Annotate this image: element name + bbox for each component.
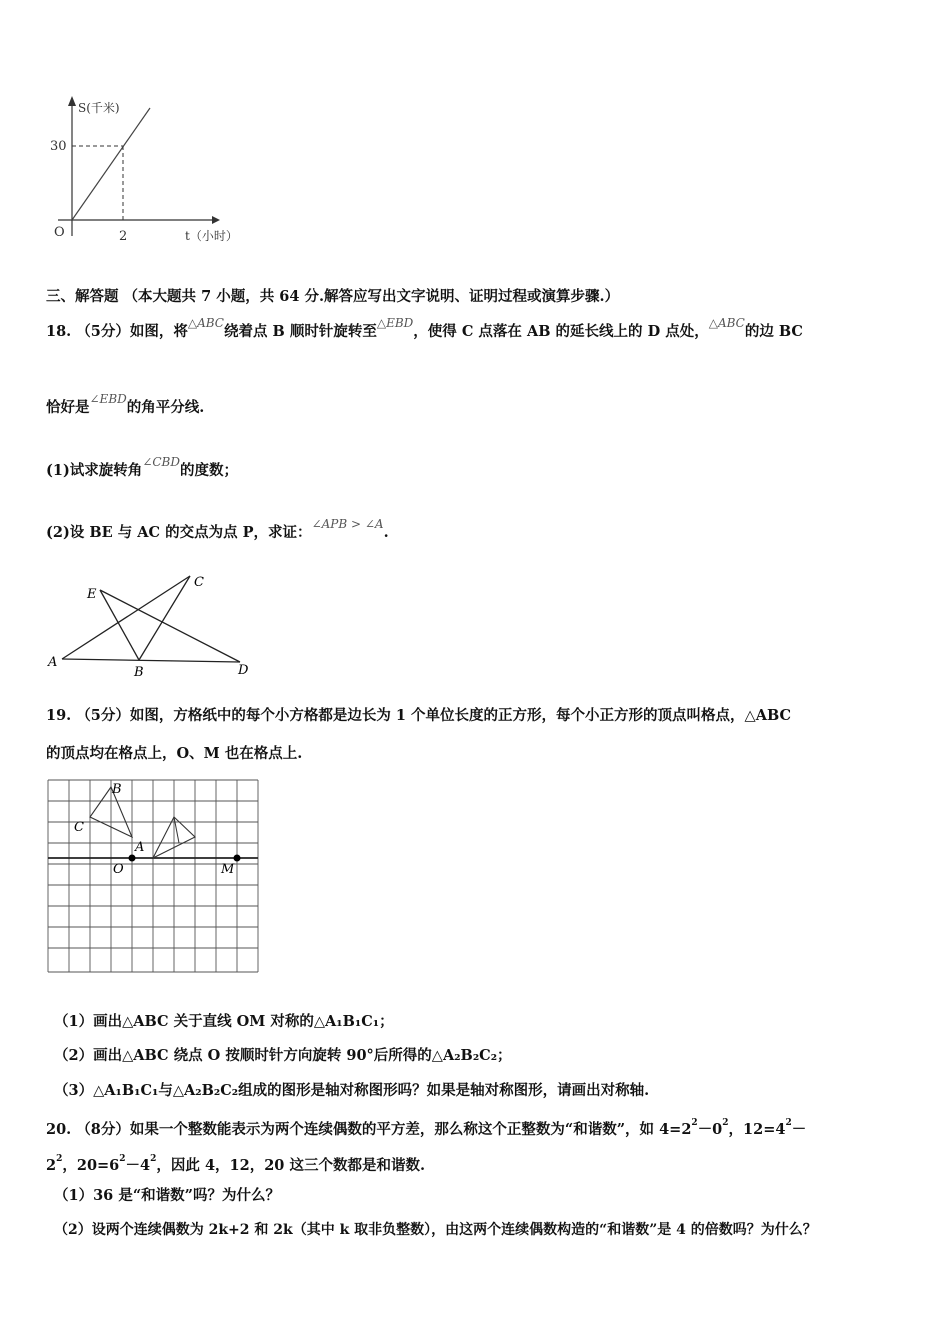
segment-bc bbox=[139, 576, 190, 660]
q20-text: ，12=4 bbox=[728, 1120, 786, 1138]
q18-text: 的角平分线. bbox=[126, 399, 205, 416]
q18-text: ，使得 C 点落在 AB 的延长线上的 D 点处， bbox=[413, 323, 709, 340]
q20-line1 bbox=[46, 1116, 806, 1140]
grid-label-o: O bbox=[113, 862, 124, 877]
grid-label-m: M bbox=[221, 862, 235, 877]
q18-text: 绕着点 B 顺时针旋转至 bbox=[224, 323, 377, 340]
y-tick-label: 30 bbox=[50, 139, 67, 154]
q20-line2 bbox=[46, 1152, 425, 1176]
exponent: 2 bbox=[119, 1154, 126, 1164]
exponent: 2 bbox=[691, 1118, 698, 1128]
point-o bbox=[129, 855, 136, 862]
label-e: E bbox=[87, 587, 97, 602]
segment-ad bbox=[62, 659, 240, 662]
q20-text: － bbox=[791, 1120, 807, 1138]
x-axis-arrow bbox=[212, 216, 220, 224]
segment-ac bbox=[62, 576, 190, 659]
q18-line1 bbox=[46, 316, 803, 342]
q18-text: . bbox=[383, 524, 389, 541]
q20-text: －0 bbox=[697, 1120, 723, 1138]
distance-time-graph bbox=[40, 90, 270, 260]
q18-text: (2)设 BE 与 AC 的交点为点 P，求证： bbox=[46, 524, 312, 541]
q18-geometry-figure bbox=[40, 568, 260, 678]
q18-text: 恰好是 bbox=[46, 399, 90, 416]
q18-text: 的边 BC bbox=[744, 323, 803, 340]
q19-part1: （1）画出△ABC 关于直线 OM 对称的△A₁B₁C₁； bbox=[54, 1013, 394, 1030]
y-axis-label: S(千米) bbox=[78, 101, 120, 115]
point-m bbox=[234, 855, 241, 862]
label-d: D bbox=[238, 663, 249, 678]
q20-text: －4 bbox=[125, 1156, 151, 1174]
q18-part2 bbox=[46, 517, 389, 543]
x-axis-label: t（小时） bbox=[185, 229, 238, 243]
q20-text: ，20=6 bbox=[62, 1156, 120, 1174]
q18-text: (1)试求旋转角 bbox=[46, 462, 143, 479]
exponent: 2 bbox=[722, 1118, 729, 1128]
grid-label-a: A bbox=[135, 840, 145, 855]
grid-label-c: C bbox=[74, 820, 84, 835]
q20-text: 2 bbox=[46, 1156, 57, 1174]
section-heading: 三、解答题 （本大题共 7 小题，共 64 分.解答应写出文字说明、证明过程或演算步骤.） bbox=[46, 288, 620, 305]
q19-part3: （3）△A₁B₁C₁与△A₂B₂C₂组成的图形是轴对称图形吗？如果是轴对称图形，请画出对称轴. bbox=[54, 1082, 650, 1099]
q18-line2 bbox=[46, 392, 205, 418]
label-b: B bbox=[134, 665, 144, 678]
q19-line1: 19. （5分）如图，方格纸中的每个小方格都是边长为 1 个单位长度的正方形，每个小正方形的顶点叫格点，△ABC bbox=[46, 707, 792, 724]
exponent: 2 bbox=[150, 1154, 157, 1164]
label-c: C bbox=[194, 575, 204, 590]
q20-text: 20. （8分）如果一个整数能表示为两个连续偶数的平方差，那么称这个正整数为“和谐数”，如 4=2 bbox=[46, 1120, 692, 1138]
q18-text: 的度数； bbox=[180, 462, 238, 479]
math-inequality: ∠APB > ∠A bbox=[311, 517, 384, 531]
math-triangle-ebd: △EBD bbox=[376, 316, 414, 330]
x-tick-label: 2 bbox=[119, 229, 128, 244]
grid-label-b: B bbox=[112, 782, 122, 797]
q20-part2: （2）设两个连续偶数为 2k+2 和 2k（其中 k 取非负整数），由这两个连续偶数构造的“和谐数”是 4 的倍数吗？为什么？ bbox=[54, 1222, 817, 1238]
q18-part1 bbox=[46, 455, 238, 481]
q20-part1: （1）36 是“和谐数”吗？为什么？ bbox=[54, 1187, 280, 1204]
q20-text: ，因此 4，12，20 这三个数都是和谐数. bbox=[156, 1156, 425, 1174]
segment-ed bbox=[100, 590, 240, 662]
q19-line2: 的顶点均在格点上，O、M 也在格点上. bbox=[46, 745, 303, 762]
math-angle-ebd: ∠EBD bbox=[89, 392, 127, 406]
origin-label: O bbox=[54, 225, 65, 240]
exponent: 2 bbox=[785, 1118, 792, 1128]
label-a: A bbox=[48, 655, 58, 670]
math-triangle-abc: △ABC bbox=[708, 316, 745, 330]
q19-grid-figure bbox=[45, 777, 263, 977]
distance-line bbox=[72, 108, 150, 220]
y-axis-arrow bbox=[68, 96, 76, 106]
q18-text: 18. （5分）如图，将 bbox=[46, 323, 188, 340]
math-triangle-abc: △ABC bbox=[187, 316, 224, 330]
math-angle-cbd: ∠CBD bbox=[142, 455, 180, 469]
exponent: 2 bbox=[56, 1154, 63, 1164]
q19-part2: （2）画出△ABC 绕点 O 按顺时针方向旋转 90°后所得的△A₂B₂C₂； bbox=[54, 1047, 512, 1064]
